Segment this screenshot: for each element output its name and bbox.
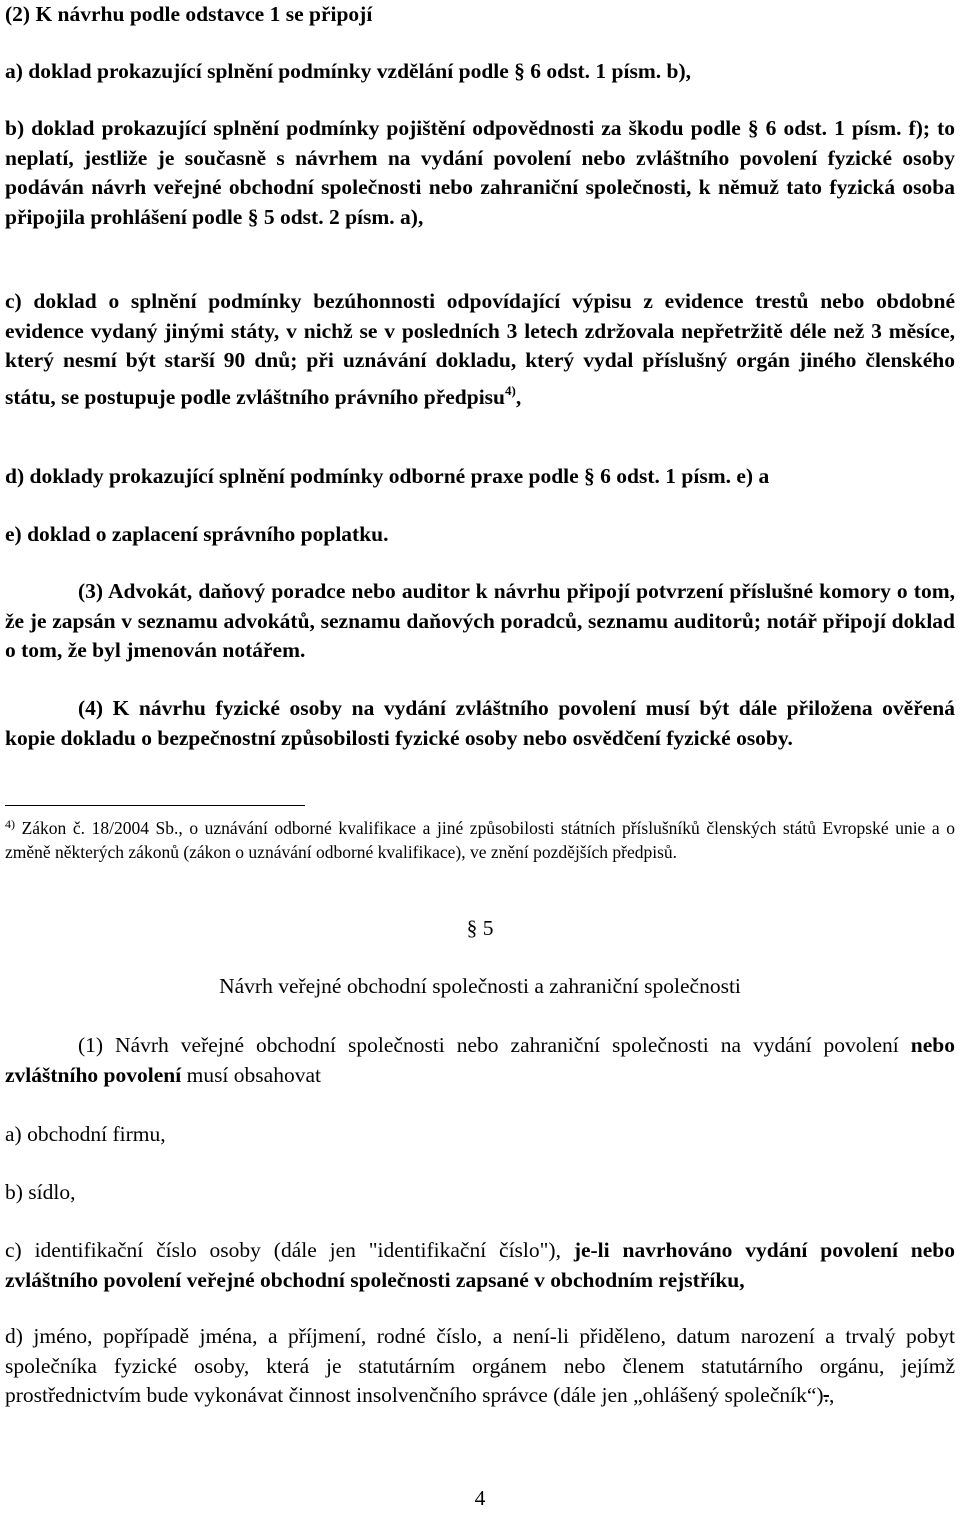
section-title: Návrh veřejné obchodní společnosti a zahraniční společnosti [219,974,741,998]
footnote-text: Zákon č. 18/2004 Sb., o uznávání odborné kvalifikace a jiné způsobilosti státních příslušníků členských států Evropské unie a o změně některých zákonů (zákon o uznávání odborné kvalifikace), ve znění pozdějších předpisů. [5,818,955,862]
item-c-bold-text: je-li navrhováno vydání povolení nebo zvláštního povolení veřejné obchodní společnosti zapsané v obchodním rejstříku, [5,1238,955,1292]
list-item-e: e) doklad o zaplacení správního poplatku. [5,522,389,546]
list-item-b: b) doklad prokazující splnění podmínky pojištění odpovědnosti za škodu podle § 6 odst. 1 písm. f); to neplatí, jestliže je současně s návrhem na vydání povolení nebo zvláštního povolení fyzické osoby podáván návrh veřejné obchodní společnosti nebo zahraniční společnosti, k němuž tato fyzická osoba připojila prohlášení podle § 5 odst. 2 písm. a), [5,116,955,229]
section-number: § 5 [466,916,494,940]
section5-item-c [5,1236,955,1295]
item-d-end-text: , [828,1383,835,1407]
item-d-text: d) jméno, popřípadě jména, a příjmení, rodné číslo, a není-li přiděleno, datum narození a trvalý pobyt společníka fyzické osoby, která je statutárním orgánem nebo členem statutárního orgánu, jejímž prostřednictvím bude vykonávat činnost insolvenčního správce (dále jen „ohlášený společník“) [5,1324,955,1407]
section5-item-a: a) obchodní firmu, [5,1122,166,1146]
list-item-c-end: , [515,384,522,409]
list-item-a: a) doklad prokazující splnění podmínky vzdělání podle § 6 odst. 1 písm. b), [5,59,691,83]
section5-item-b: b) sídlo, [5,1180,76,1204]
footnote-reference: 4) [505,382,516,398]
paragraph-1-text: (1) Návrh veřejné obchodní společnosti nebo zahraniční společnosti na vydání povolení [78,1033,911,1057]
item-c-text: c) identifikační číslo osoby (dále jen "identifikační číslo"), [5,1238,574,1262]
section5-item-d [5,1322,955,1411]
footnote-mark: 4) [5,817,15,831]
item-d-struck-text: . [823,1383,829,1407]
list-item-c-text: c) doklad o splnění podmínky bezúhonnosti odpovídající výpisu z evidence trestů nebo obdobné evidence vydaný jinými státy, v nichž se v posledních 3 letech zdržovala nepřetržitě déle než 3 měsíce, který nesmí být starší 90 dnů; při uznávání dokladu, který vydal příslušný orgán jiného členského státu, se postupuje podle zvláštního právního předpisu [5,289,955,409]
section5-paragraph-1 [5,1031,955,1090]
paragraph-1-bold-text: nebo zvláštního povolení [5,1033,955,1087]
list-item-c [5,287,955,412]
list-item-d: d) doklady prokazující splnění podmínky odborné praxe podle § 6 odst. 1 písm. e) a [5,464,770,488]
footnote [5,812,955,864]
paragraph-4: (4) K návrhu fyzické osoby na vydání zvláštního povolení musí být dále přiložena ověřená kopie dokladu o bezpečnostní způsobilosti fyzické osoby nebo osvědčení fyzické osoby. [5,696,955,750]
paragraph-3: (3) Advokát, daňový poradce nebo auditor k návrhu připojí potvrzení příslušné komory o tom, že je zapsán v seznamu advokátů, seznamu daňových poradců, seznamu auditorů; notář připojí doklad o tom, že byl jmenován notářem. [5,579,955,662]
paragraph-1-end-text: musí obsahovat [181,1062,321,1087]
footnote-separator [5,805,305,806]
paragraph-2-intro: (2) K návrhu podle odstavce 1 se připojí [5,2,373,26]
page-number: 4 [474,1486,486,1510]
